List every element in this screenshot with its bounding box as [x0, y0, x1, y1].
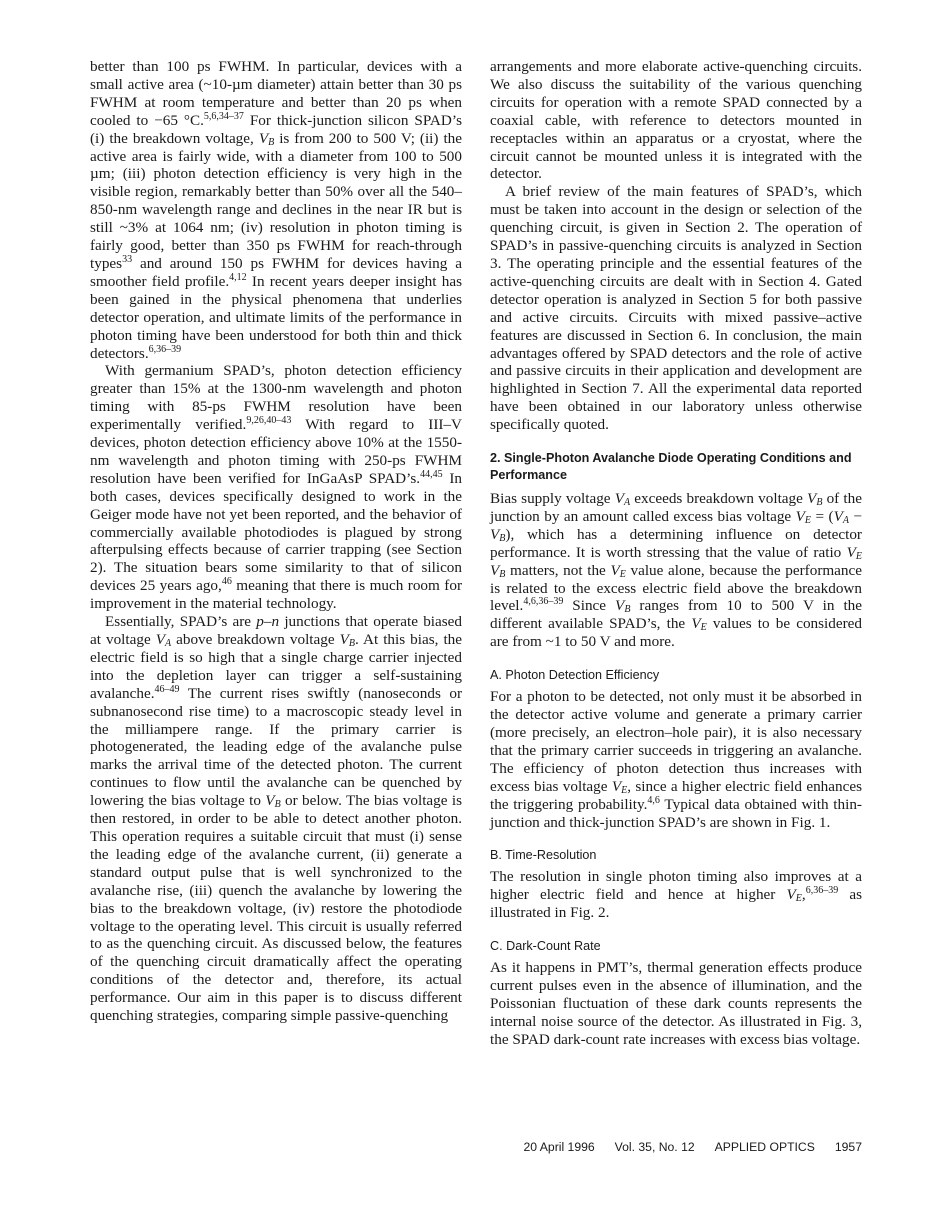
text: For thick-junction silicon SPAD’s (i) the breakdown voltage, [90, 111, 462, 147]
symbol-ve: $V_E$ [611, 777, 628, 796]
symbol-vb: $V_B$ [807, 490, 823, 509]
text: The current rises swiftly (nanoseconds or subnanosecond rise time) to a macroscopic steady level in the milliampere range. If the primary carrier is photogenerated, the leading edge of the avalanche pulse marks the arrival time of the detected photon. The current continues to flow until the avalanche can be quenched by lowering the bias voltage to [90, 684, 462, 810]
symbol-vb: $V_B$ [490, 525, 506, 544]
text: . At this bias, the electric field is so high that a single charge carrier injected into the depletion layer can trigger a self-sustaining avalanche. [90, 631, 462, 702]
citation: 4,12 [229, 271, 247, 283]
citation: 4,6 [647, 794, 660, 806]
left-column [90, 58, 462, 1025]
symbol-vb: $V_B$ [490, 561, 506, 580]
paragraph: Bias supply voltage $V_A$ exceeds breakdown voltage $V_B$ of the junction by an amount called excess bias voltage $V_E = (V_A - V_B)$, which has a determining influence on detector performance. It is worth stressing that the value of ratio $V_E$ $V_B$ matters, not the $V_E$ value alone, because the performance is related to the excess electric field above the breakdown level.$^{4,6,36-39}$ Since $V_B$ ranges from 10 to 500 V in the different available SPAD’s, the $V_E$ values to be considered are from ~1 to 50 V and more. [490, 490, 863, 651]
text: and around 150 ps FWHM for devices having a smoother field profile. [90, 254, 462, 290]
text: is from 200 to 500 V; (ii) the active area is fairly wide, with a diameter from 100 to 500 µm; (iii) photon detection efficiency is very high in the visible region, remarkably better than 50% over all the 540–850-nm wavelength range and declines in the near IR but is still ~3% at 1064 nm; (iv) resolution in photon timing is fairly good, better than 350 ps FWHM for reach-through types [90, 129, 462, 272]
text: or below. The bias voltage is then restored, in order to be able to detect another photon. This operation requires a suitable circuit that must (i) sense the leading edge of the avalanche current, (ii) generate a standard output pulse that is well synchronized to the avalanche rise, (iii) quench the avalanche by lowering the bias to the breakdown voltage, (iv) restore the photodiode voltage to the operating level. This circuit is usually referred to as the quenching circuit. As discussed below, the features of the quenching circuit dramatically affect the operating conditions of the detector and, therefore, its actual performance. Our aim in this paper is to discuss different quenching strategies, comparing simple passive-quenching [90, 792, 462, 1025]
section-heading: 2. Single-Photon Avalanche Diode Operating Conditions and Performance [490, 451, 852, 483]
paragraph: A brief review of the main features of SPAD’s, which must be taken into account in the design or selection of the quenching circuit, is given in Section 2. The operation of SPAD’s in passive-quenching circuits is analyzed in Section 3. The operating principle and the essential features of the active-quenching circuits are dealt with in Section 4. Gated detector operation is analyzed in Section 5 for both passive and active circuits. Circuits with mixed passive–active features are discussed in Section 6. In conclusion, the main advantages offered by SPAD detectors and the role of active and passive circuits in their application and development are highlighted in Section 7. All the experimental data reported have been obtained in our laboratory unless otherwise specifically quoted. [490, 183, 862, 434]
footer-page-number: 1957 [834, 1140, 862, 1154]
paragraph [90, 362, 462, 613]
citation: 9,26,40–43 [246, 415, 292, 427]
citation: 46 [221, 576, 232, 588]
text: junctions that operate biased at voltage [90, 613, 462, 648]
symbol-ve: $V_E$ [691, 615, 707, 634]
paragraph: For a photon to be detected, not only must it be absorbed in the detector active volume and generate a primary carrier (more precisely, an electron–hole pair), it is also necessary that the primary carrier succeeds in triggering an avalanche. The efficiency of photon detection thus increases with excess bias voltage $V_E$, since a higher electric field enhances the triggering probability.$^{4,6}$ Typical data obtained with thin-junction and thick-junction SPAD’s are shown in Fig. 1. [490, 688, 862, 831]
footer-date: 20 April 1996 [523, 1140, 595, 1154]
paragraph: The resolution in single photon timing also improves at a higher electric field and hence at higher $V_E,^{6,36-39}$ as illustrated in Fig. 2. [490, 868, 862, 922]
text: meaning that there is much room for improvement in the material technology. [90, 577, 462, 613]
symbol-va: $V_A$ [614, 490, 631, 509]
citation: 46–49 [154, 683, 180, 695]
citation: 6,36–39 [805, 885, 839, 897]
paragraph [90, 58, 462, 362]
symbol-va: $V_A$ [833, 507, 849, 526]
text: With germanium SPAD’s, photon detection efficiency greater than 15% at the 1300-nm wavelength and photon timing with 85-ps FWHM resolution have been experimentally verified. [90, 362, 462, 434]
symbol-ve: $V_E$ [846, 543, 862, 562]
text: better than 100 ps FWHM. In particular, devices with a small active area (~10-µm diameter) attain better than 30 ps FWHM at room temperature and better than 20 ps when cooled to −65 °C. [90, 58, 462, 129]
subsection-heading: A. Photon Detection Efficiency [490, 668, 660, 683]
symbol-ve: $V_E$ [786, 886, 802, 905]
symbol-vb: $V_B$ [265, 792, 281, 811]
text: In both cases, devices specifically designed to work in the Geiger mode have not yet been reported, and the behavior of commercially available photodiodes is plagued by strong afterpulsing effects because of carrier trapping (see Section 2). The situation bears some similarity to that of silicon devices 25 years ago, [90, 469, 462, 595]
footer-journal: APPLIED OPTICS [714, 1140, 815, 1154]
symbol-vb: $V_B$ [258, 129, 275, 148]
symbol-pn: p–n [256, 613, 280, 631]
citation: 33 [122, 253, 133, 265]
right-column [490, 58, 862, 1049]
symbol-ve: $V_E$ [795, 507, 812, 526]
citation: 6,36–39 [148, 343, 182, 355]
text: With regard to III–V devices, photon detection efficiency above 10% at the 1550-nm wavelength and photon timing with 250-ps FWHM resolution have been verified for InGaAsP SPAD’s. [90, 416, 462, 487]
text: above breakdown voltage [171, 631, 340, 648]
symbol-vb: $V_B$ [615, 597, 631, 616]
paragraph: As it happens in PMT’s, thermal generation effects produce current pulses even in the absence of illumination, and the Poissonian fluctuation of these dark counts represents the internal noise source of the detector. As illustrated in Fig. 3, the SPAD dark-count rate increases with excess bias voltage. [490, 959, 862, 1048]
text: In recent years deeper insight has been gained in the physical phenomena that underlies detector operation, and ultimate limits of the performance in photon timing have been understood for both thin and thick detectors. [90, 272, 462, 362]
symbol-va: $V_A$ [155, 631, 172, 649]
paragraph [90, 613, 462, 1025]
page-footer [490, 1140, 862, 1154]
text: Essentially, SPAD’s are [105, 613, 257, 631]
subsection-heading: C. Dark-Count Rate [490, 939, 601, 954]
paragraph: arrangements and more elaborate active-quenching circuits. We also discuss the suitability of the various quenching circuits for operation with a remote SPAD connected by a coaxial cable, with reference to detectors mounted in receptacles within an apparatus or a cryostat, where the circuit cannot be mounted unless it is integrated with the detector. [490, 58, 862, 183]
citation: 44,45 [420, 468, 443, 480]
symbol-vb: $V_B$ [339, 631, 356, 649]
citation: 5,6,34–37 [203, 110, 244, 122]
citation: 4,6,36–39 [523, 596, 564, 608]
subsection-heading: B. Time-Resolution [490, 848, 597, 863]
symbol-ve: $V_E$ [610, 561, 626, 580]
footer-volume: Vol. 35, No. 12 [614, 1140, 695, 1154]
